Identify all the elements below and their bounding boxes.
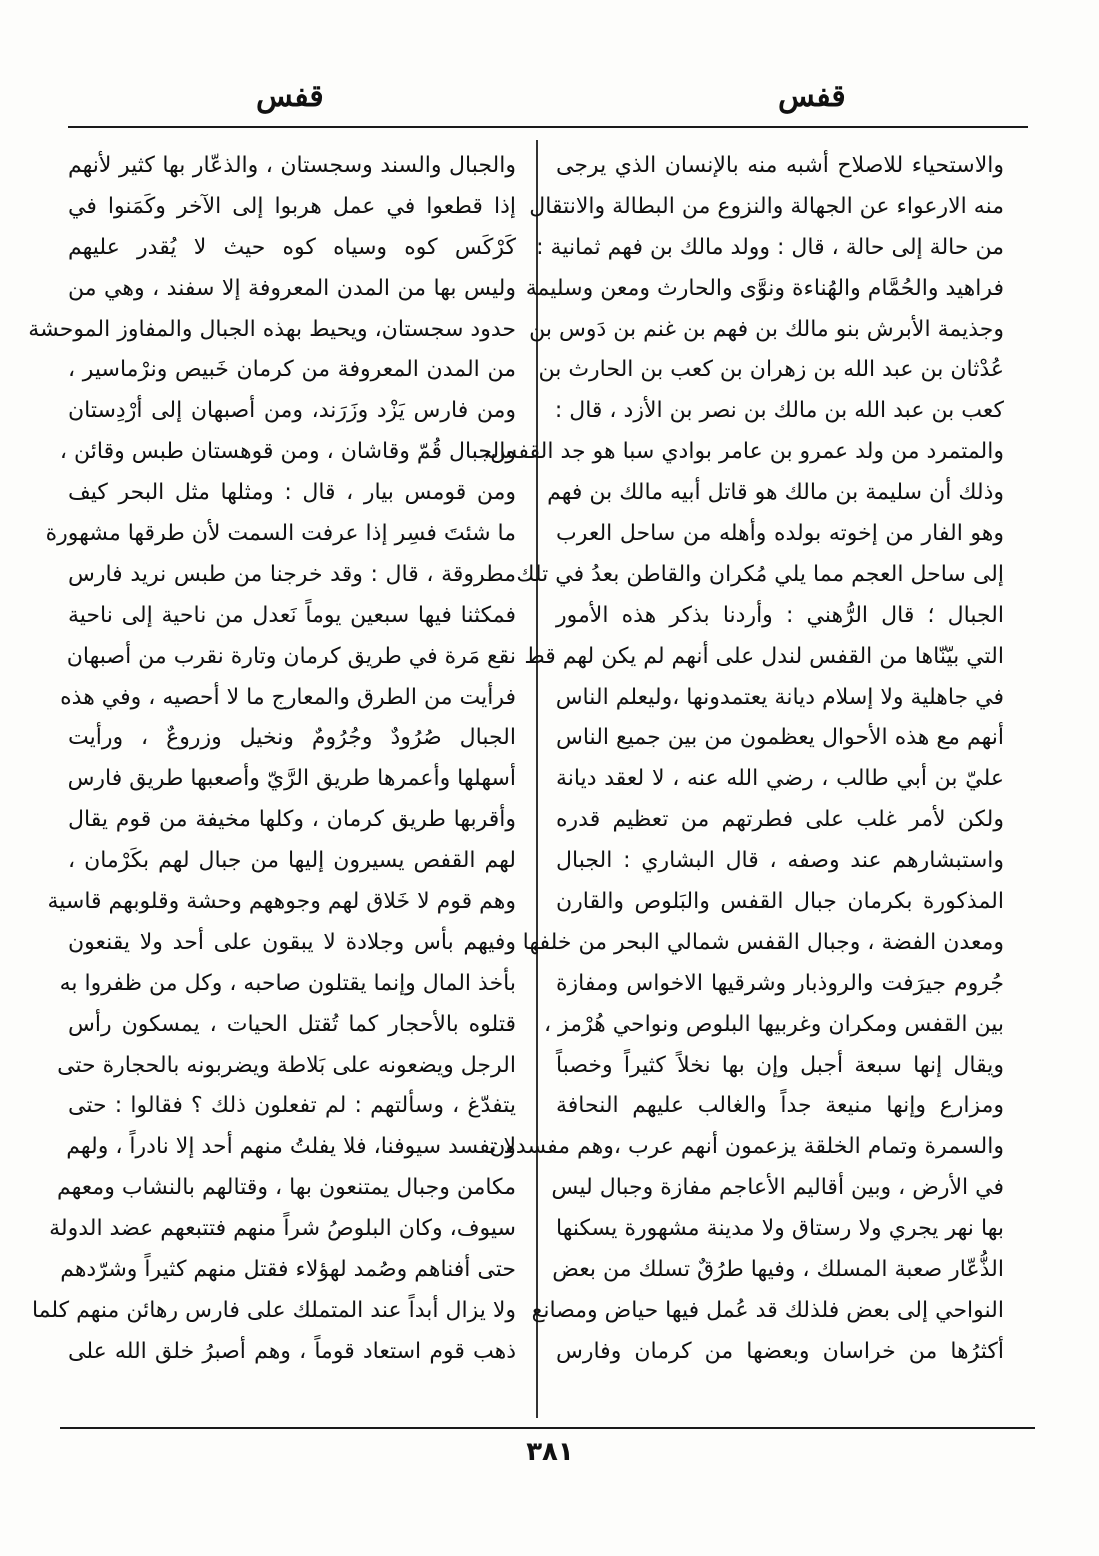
right-text-column bbox=[483, 146, 1004, 1373]
text-line: ومن فارس يَزْد وزَرَند، ومن أصبهان إلى أرْدِستان bbox=[68, 398, 516, 424]
text-line: نقع مَرة في طريق كرمان وتارة نقرب من أصبهان bbox=[66, 643, 516, 669]
text-line: وأقربها طريق كرمان ، وكلها مخيفة من قوم يقال bbox=[68, 807, 516, 833]
text-line: حدود سجستان، ويحيط بهذه الجبال والمفاوز الموحشة bbox=[28, 316, 516, 342]
text-line: لهم القفص يسيرون إليها من جبال لهم بكَرْمان ، bbox=[68, 848, 516, 874]
text-line: بين القفس ومكران وغربيها البلوص ونواحي هُرْمز ، bbox=[543, 1011, 1004, 1037]
text-line: النواحي إلى بعض فلذلك قد عُمل فيها حياض ومصانع bbox=[531, 1297, 1004, 1323]
text-line: عليّ بن أبي طالب ، رضي الله عنه ، لا لعقد ديانة bbox=[556, 766, 1004, 792]
text-line: بأخذ المال وإنما يقتلون صاحبه ، وكل من ظفروا به bbox=[59, 970, 516, 996]
text-line: في جاهلية ولا إسلام ديانة يعتمدونها ،وليعلم الناس bbox=[555, 684, 1004, 710]
text-line: أسهلها وأعمرها طريق الرَّيّ وأصعبها طريق فارس bbox=[67, 766, 516, 792]
text-line: بها نهر يجري ولا رستاق ولا مدينة مشهورة يسكنها bbox=[556, 1216, 1004, 1242]
text-line: مكامن وجبال يمتنعون بها ، وقتالهم بالنشاب ومعهم bbox=[57, 1175, 516, 1201]
text-line: إلى ساحل العجم مما يلي مُكران والقاطن بعدُ في تلك bbox=[516, 561, 1004, 587]
text-line: والجبال قُمّ وقاشان ، ومن قوهستان طبس وقائن ، bbox=[59, 439, 516, 465]
text-line: وجذيمة الأبرش بنو مالك بن فهم بن غنم بن دَوس بن bbox=[529, 316, 1004, 342]
text-line: وذلك أن سليمة بن مالك هو قاتل أبيه مالك بن فهم bbox=[547, 480, 1004, 506]
text-line: فراهيد والحُمَّام والهُناءة ونوَّى والحارث ومعن وسليمة bbox=[525, 275, 1004, 301]
text-line: والاستحياء للاصلاح أشبه منه بالإنسان الذي يرجى bbox=[556, 153, 1004, 178]
text-line: فرأيت من الطرق والمعارج ما لا أحصيه ، وفي هذه bbox=[60, 684, 516, 710]
text-line: الرجل ويضعونه على بَلاطة ويضربونه بالحجارة حتى bbox=[57, 1052, 516, 1078]
text-line: سيوف، وكان البلوصُ شراً منهم فتتبعهم عضد الدولة bbox=[49, 1216, 516, 1242]
text-line: عُدْثان بن عبد الله بن زهران بن كعب بن الحارث بن bbox=[538, 357, 1004, 383]
running-head-right: قفس bbox=[778, 79, 846, 114]
text-line: وفيهم بأس وجلادة لا يبقون على أحد ولا يقنعون bbox=[68, 929, 516, 955]
running-head-left: قفس bbox=[256, 79, 324, 114]
text-line: وهو الفار من إخوته بولده وأهله من ساحل العرب bbox=[556, 521, 1004, 547]
footer-rule bbox=[60, 1427, 1035, 1429]
text-line: والسمرة وتمام الخلقة يزعمون أنهم عرب ،وهم مفسدون bbox=[489, 1134, 1004, 1160]
text-line: في الأرض ، وبين أقاليم الأعاجم مفازة وجبال ليس bbox=[551, 1175, 1004, 1201]
text-line: ولكن لأمر غلب على فطرتهم من تعظيم قدره bbox=[556, 807, 1004, 833]
text-line: منه الارعواء عن الجهالة والنزوع من البطالة والانتقال bbox=[529, 193, 1004, 219]
text-line: كَرْكَس كوه وسياه كوه حيث لا يُقدر عليهم bbox=[68, 234, 516, 260]
header-rule bbox=[68, 126, 1028, 128]
text-line: واستبشارهم عند وصفه ، قال البشاري : الجبال bbox=[556, 848, 1004, 874]
text-line: مطروقة ، قال : وقد خرجنا من طبس نريد فارس bbox=[68, 561, 516, 587]
text-line: المذكورة بكرمان جبال القفس والبَلوص والقارن bbox=[556, 889, 1004, 915]
text-line: الجبال صُرُودٌ وجُرُومٌ ونخيل وزروعٌ ، ورأيت bbox=[68, 725, 516, 751]
left-text-column bbox=[28, 146, 516, 1373]
text-line: والمتمرد من ولد عمرو بن عامر بوادي سبا هو جد القفس، bbox=[483, 439, 1004, 465]
text-line: الجبال ؛ قال الرُّهني : وأردنا بذكر هذه الأمور bbox=[556, 602, 1004, 628]
text-line: ما شئتَ فسِر إذا عرفت السمت لأن طرقها مشهورة bbox=[45, 521, 516, 547]
text-line: حتى أفناهم وصُمد لهؤلاء فقتل منهم كثيراً وشرّدهم bbox=[60, 1257, 516, 1283]
text-line: قتلوه بالأحجار كما تُقتل الحيات ، يمسكون رأس bbox=[68, 1011, 516, 1037]
text-line: ويقال إنها سبعة أجبل وإن بها نخلاً كثيراً وخصباً bbox=[556, 1052, 1004, 1078]
text-line: من حالة إلى حالة ، قال : وولد مالك بن فهم ثمانية : bbox=[536, 234, 1004, 260]
text-line: ومعدن الفضة ، وجبال القفس شمالي البحر من خلفها bbox=[522, 929, 1004, 955]
text-line: أكثرُها من خراسان وبعضها من كرمان وفارس bbox=[556, 1338, 1004, 1364]
text-line: كعب بن عبد الله بن مالك بن نصر بن الأزد ، قال : bbox=[554, 398, 1004, 424]
text-line: ذهب قوم استعاد قوماً ، وهم أصبرُ خلق الله على bbox=[68, 1338, 516, 1364]
text-line: فمكثنا فيها سبعين يوماً نَعدل من ناحية إلى ناحية bbox=[68, 602, 516, 628]
text-line: وليس بها من المدن المعروفة إلا سفند ، وهي من bbox=[68, 275, 516, 301]
text-line: لا تفسد سيوفنا، فلا يفلتُ منهم أحد إلا نادراً ، ولهم bbox=[66, 1134, 516, 1160]
text-line: أنهم مع هذه الأحوال يعظمون من بين جميع الناس bbox=[556, 725, 1004, 751]
text-line: ومن قومس بيار ، قال : ومثلها مثل البحر كيف bbox=[68, 480, 516, 506]
text-line: ولا يزال أبداً عند المتملك على فارس رهائن منهم كلما bbox=[31, 1297, 516, 1323]
text-line: والجبال والسند وسجستان ، والذعّار بها كثير لأنهم bbox=[68, 153, 516, 178]
text-line: إذا قطعوا في عمل هربوا إلى الآخر وكَمَنوا في bbox=[68, 193, 516, 219]
text-line: التي بيّنّاها من القفس لندل على أنهم لم يكن لهم قط bbox=[524, 643, 1004, 669]
text-line: يتفدّغ ، وسألتهم : لم تفعلون ذلك ؟ فقالوا : حتى bbox=[68, 1093, 516, 1119]
text-line: من المدن المعروفة من كرمان خَبيص ونرْماسير ، bbox=[68, 357, 516, 383]
page-number: ٣٨١ bbox=[526, 1437, 574, 1467]
text-line: جُروم جيرَفت والروذبار وشرقيها الاخواس ومفازة bbox=[556, 970, 1004, 996]
text-line: ومزارع وإنها منيعة جداً والغالب عليهم النحافة bbox=[556, 1093, 1004, 1119]
text-line: الذُّعّار صعبة المسلك ، وفيها طرُقٌ تسلك من بعض bbox=[552, 1257, 1004, 1283]
text-line: وهم قوم لا خَلاق لهم وجوههم وحشة وقلوبهم قاسية bbox=[47, 889, 516, 915]
